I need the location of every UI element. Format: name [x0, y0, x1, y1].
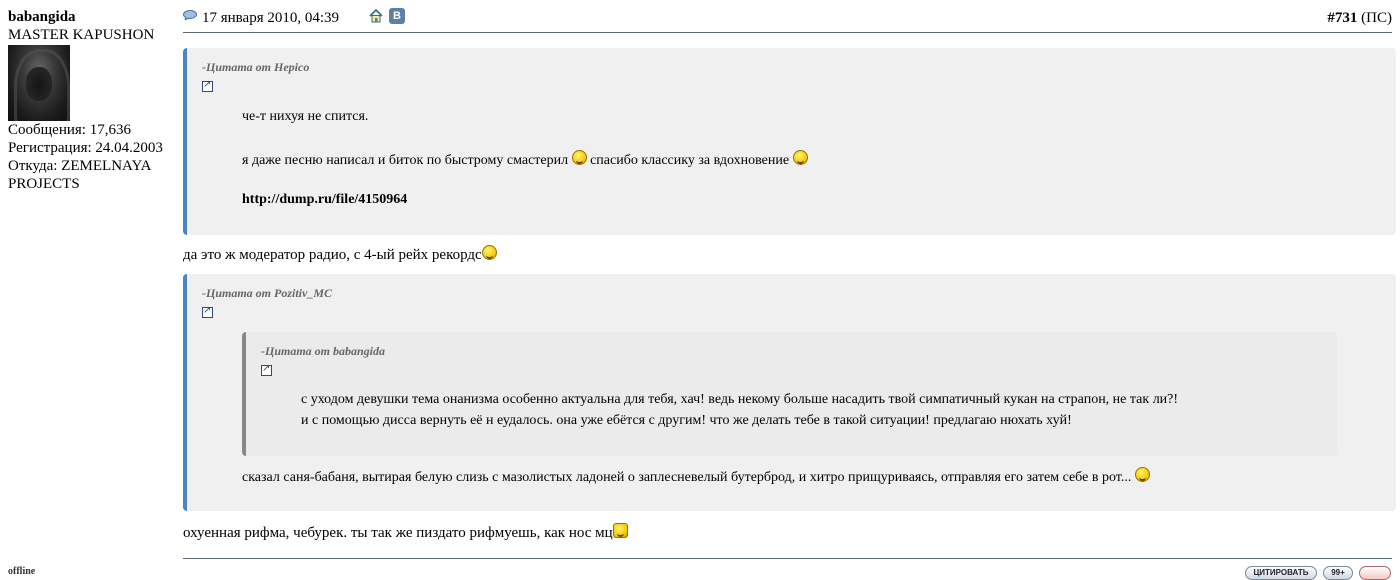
post [183, 0, 1392, 33]
quote-author: -Цитата от Hepico [202, 60, 310, 74]
quote-link-icon[interactable] [202, 81, 213, 92]
post-text-line: охуенная рифма, чебурек. ты так же пиздато рифмуешь, как нос мц [183, 525, 613, 541]
quote-text-line: че-т нихуя не спится. [242, 109, 369, 124]
smile-icon [572, 150, 587, 165]
quote-link[interactable]: http://dump.ru/file/4150964 [242, 192, 408, 207]
post-text [183, 245, 497, 264]
user-title: MASTER KAPUSHON [8, 27, 155, 43]
post-date: 17 января 2010, 04:39 [202, 10, 340, 26]
post-footer [183, 558, 1392, 579]
quote-text-part: я даже песню написал и биток по быстрому смастерил [242, 153, 569, 168]
thumbs-up-icon [613, 523, 628, 538]
quote-text-part: сказал саня-бабаня, вытирая белую слизь с мазолистых ладоней о заплесневелый бутерброд, и хитро прищуриваясь, отправляя его затем себе в рот... [242, 470, 1132, 485]
user-posts-count: Сообщения: 17,636 [8, 122, 131, 138]
post-number-suffix: (ПС) [1361, 10, 1392, 26]
quote-text-line: с уходом девушки тема онанизма особенно актуальна для тебя, хач! ведь некому больше насадить твой симпатичный кукан на страпон, не так ли?! [301, 392, 1179, 407]
post-text [183, 523, 628, 542]
quote-link-icon[interactable] [261, 365, 272, 376]
user-location-cont: PROJECTS [8, 176, 80, 192]
post-text-line: да это ж модератор радио, с 4-ый рейх рекордс [183, 247, 482, 263]
home-icon[interactable] [369, 9, 383, 23]
multiquote-button[interactable]: 99+ [1323, 566, 1353, 580]
user-status: offline [8, 566, 36, 577]
quote-block [183, 274, 1396, 511]
username[interactable]: babangida [8, 9, 76, 25]
post-number[interactable] [1327, 10, 1392, 27]
vk-icon[interactable]: В [389, 8, 405, 24]
quote-block [183, 48, 1396, 235]
quote-text-part: спасибо классику за вдохновение [590, 153, 790, 168]
user-location: Откуда: ZEMELNAYA [8, 158, 152, 174]
user-info [8, 8, 178, 193]
quote-text-line: и с помощью дисса вернуть её н еудалось. она уже ебётся с другим! что же делать тебе в такой ситуации! предлагаю нюхать хуй! [301, 413, 1072, 428]
laugh-icon [793, 150, 808, 165]
quote-text-line [242, 150, 808, 169]
quote-author: -Цитата от Pozitiv_MC [202, 286, 333, 300]
nested-quote-block [242, 332, 1337, 456]
quote-text-line [242, 467, 1150, 486]
avatar [8, 45, 70, 121]
post-header [183, 0, 1392, 33]
post-number-value[interactable]: #731 [1327, 10, 1358, 26]
surprised-icon [482, 245, 497, 260]
quote-button[interactable]: ЦИТИРОВАТЬ [1245, 566, 1317, 580]
quote-link-icon[interactable] [202, 307, 213, 318]
laugh-icon [1135, 467, 1150, 482]
quote-author: -Цитата от babangida [261, 344, 386, 358]
user-registration: Регистрация: 24.04.2003 [8, 140, 163, 156]
post-icon [183, 10, 197, 20]
